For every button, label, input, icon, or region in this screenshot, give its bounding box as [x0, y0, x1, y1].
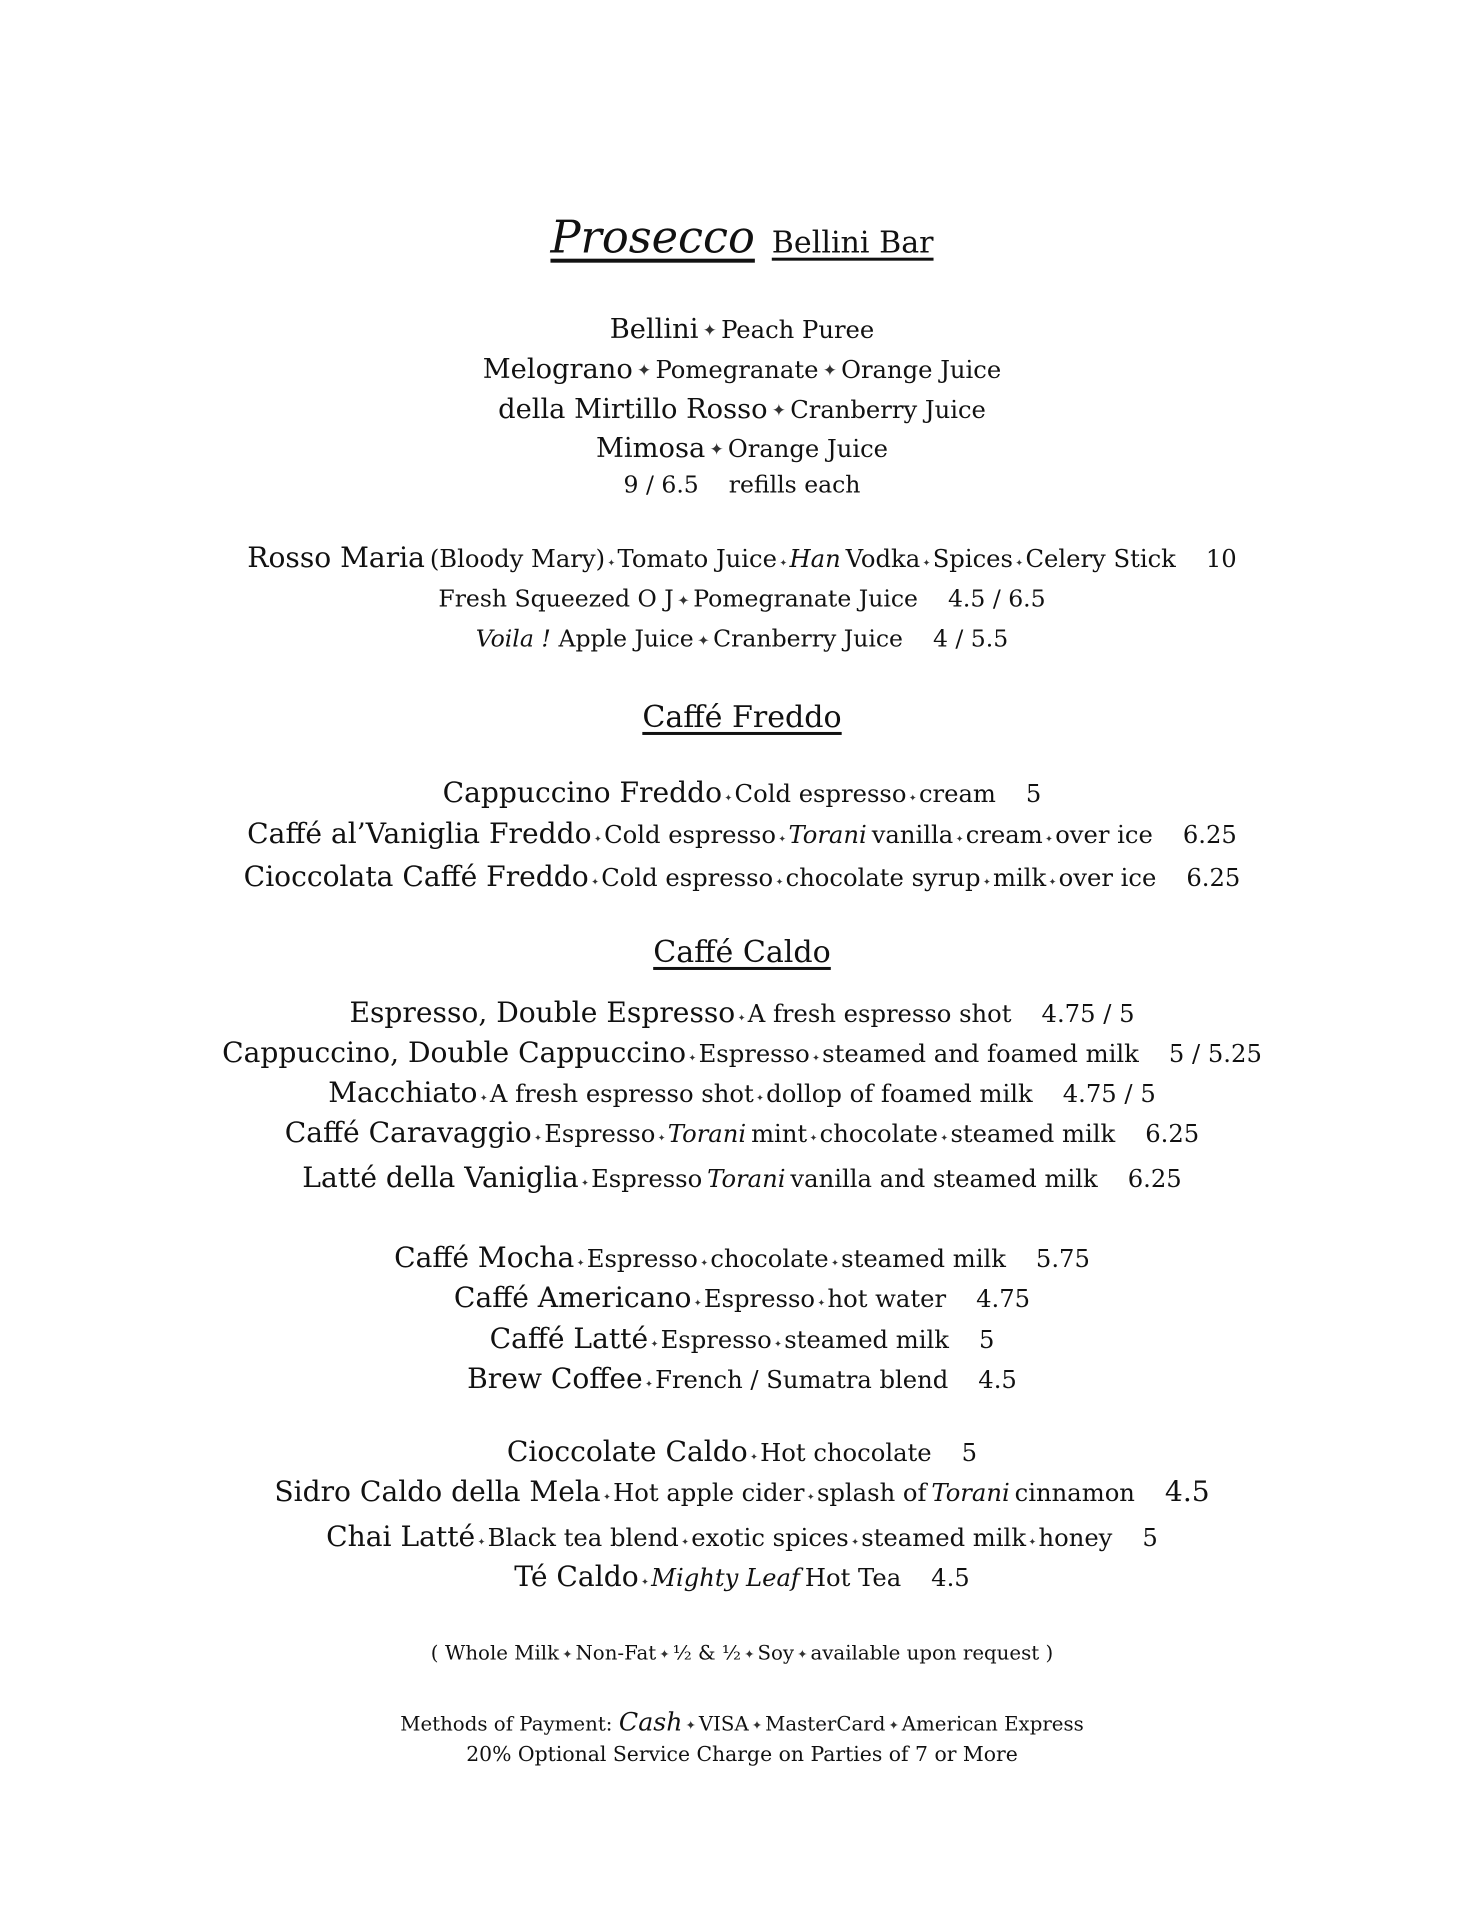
item-name: Sidro Caldo della Mela [274, 1474, 601, 1508]
item-name: Mimosa [595, 432, 706, 464]
item-detail: Hot apple cider [613, 1477, 805, 1507]
milk-option: Soy [757, 1641, 795, 1665]
item-name: Cioccolata Caffé Freddo [243, 859, 589, 893]
separator-icon: ✦ [677, 592, 690, 610]
item-detail: Espresso [544, 1118, 656, 1148]
item-name: Cappuccino Freddo [442, 775, 723, 809]
menu-item-melograno [0, 355, 1484, 383]
header-title: Bellini Bar [771, 225, 934, 261]
header-script-title: Prosecco [550, 211, 755, 264]
item-name: Melograno [482, 353, 633, 385]
brand-torani: Torani [931, 1477, 1010, 1507]
item-detail: Vodka [845, 543, 921, 573]
item-price: 5.75 [1035, 1243, 1090, 1273]
separator-icon: ✦ [681, 1537, 689, 1549]
brand-han: Han [789, 543, 841, 573]
item-detail: cream [918, 778, 996, 808]
item-detail: exotic spices [691, 1522, 849, 1552]
separator-icon: ✦ [774, 1339, 782, 1351]
menu-item-sidro-caldo [0, 1474, 1484, 1508]
separator-icon: ✦ [702, 320, 717, 341]
item-price: 4.5 [1164, 1474, 1210, 1508]
item-detail: over ice [1055, 819, 1153, 849]
separator-icon: ✦ [809, 1133, 818, 1145]
item-name: Caffé al’Vaniglia Freddo [247, 816, 592, 850]
separator-icon: ✦ [779, 558, 788, 570]
separator-icon: ✦ [607, 558, 616, 570]
separator-icon: ✦ [602, 1492, 611, 1504]
item-detail: honey [1038, 1522, 1113, 1552]
price-note: refills each [728, 470, 861, 499]
item-detail: milk [992, 862, 1047, 892]
item-detail: Peach Puree [721, 314, 875, 344]
separator-icon: ✦ [888, 1718, 899, 1733]
bellini-price [0, 470, 1484, 499]
item-detail: Cold espresso [604, 819, 776, 849]
payment-methods [0, 1707, 1484, 1737]
item-detail: Cranberry Juice [713, 624, 903, 653]
item-detail: Cold espresso [734, 778, 907, 808]
note-open: ( [430, 1641, 439, 1665]
note-close: available upon request ) [810, 1641, 1054, 1665]
brand-voila: Voila ! [475, 624, 551, 653]
menu-item-cioccolata-freddo [0, 859, 1484, 893]
item-detail: Hot Tea [804, 1562, 902, 1592]
milk-option: Non-Fat [575, 1641, 657, 1665]
separator-icon: ✦ [1048, 877, 1057, 889]
separator-icon: ✦ [982, 877, 991, 889]
separator-icon: ✦ [922, 558, 931, 570]
separator-icon: ✦ [709, 439, 724, 460]
milk-options-note [0, 1643, 1484, 1664]
menu-item-rosso-maria [0, 540, 1484, 574]
milk-option: ½ & ½ [672, 1641, 742, 1665]
item-name: Latté della Vaniglia [302, 1160, 579, 1194]
item-name: Caffé Mocha [394, 1240, 575, 1274]
item-detail: Cranberry Juice [790, 394, 986, 424]
item-detail: steamed milk [841, 1243, 1006, 1273]
item-detail: Orange Juice [727, 433, 889, 463]
item-price: 6.25 [1182, 819, 1237, 849]
item-detail: Espresso [591, 1163, 703, 1193]
item-detail: steamed milk [861, 1522, 1027, 1552]
item-name: Macchiato [328, 1075, 478, 1109]
payment-cash: Cash [618, 1707, 683, 1737]
item-name: Caffé Caravaggio [284, 1115, 532, 1149]
menu-item-cappuccino-freddo [0, 775, 1484, 809]
item-detail: Apple Juice [558, 624, 694, 653]
item-detail: chocolate [819, 1118, 938, 1148]
menu-item-cappuccino [0, 1035, 1484, 1069]
milk-option: Whole Milk [445, 1641, 560, 1665]
item-name: Cappuccino, Double Cappuccino [222, 1035, 687, 1069]
separator-icon: ✦ [750, 1452, 758, 1464]
item-detail: steamed milk [784, 1324, 949, 1354]
menu-item-americano [0, 1280, 1484, 1314]
item-detail: Pomegranate [655, 354, 819, 384]
item-aside: (Bloody Mary) [429, 543, 606, 573]
item-detail: hot water [827, 1283, 947, 1313]
item-detail: Espresso [586, 1243, 698, 1273]
separator-icon: ✦ [744, 1647, 755, 1662]
item-name: Rosso Maria [247, 540, 425, 574]
separator-icon: ✦ [562, 1647, 573, 1662]
separator-icon: ✦ [657, 1133, 666, 1145]
separator-icon: ✦ [685, 1718, 696, 1733]
separator-icon: ✦ [1045, 834, 1053, 846]
item-detail: chocolate syrup [785, 862, 981, 892]
menu-item-vaniglia-freddo [0, 816, 1484, 850]
separator-icon: ✦ [724, 793, 733, 805]
item-name: Caffé Latté [489, 1321, 649, 1355]
separator-icon: ✦ [700, 1258, 709, 1270]
item-name: Brew Coffee [467, 1361, 643, 1395]
separator-icon: ✦ [812, 1053, 820, 1065]
item-price: 5 [978, 1324, 995, 1354]
item-detail: French / Sumatra blend [655, 1364, 949, 1394]
separator-icon: ✦ [955, 834, 964, 846]
menu-header [0, 211, 1484, 264]
item-price: 4.5 / 6.5 [947, 584, 1046, 613]
separator-icon: ✦ [650, 1339, 659, 1351]
item-detail: A fresh espresso shot [747, 998, 1012, 1028]
separator-icon: ✦ [817, 1298, 826, 1310]
item-price: 5 [1142, 1522, 1158, 1552]
brand-mighty-leaf: Mighty Leaf [651, 1562, 800, 1592]
item-detail: Cold espresso [601, 862, 774, 892]
service-charge-note: 20% Optional Service Charge on Parties of 7 or More [466, 1741, 1018, 1766]
item-detail: Celery Stick [1025, 543, 1176, 573]
brand-torani: Torani [667, 1118, 747, 1148]
menu-item-mimosa [0, 434, 1484, 462]
item-price: 6.25 [1186, 862, 1241, 892]
payment-mastercard: MasterCard [765, 1712, 886, 1736]
payment-visa: VISA [698, 1712, 749, 1736]
payment-amex: American Express [901, 1712, 1084, 1736]
separator-icon: ✦ [1028, 1537, 1037, 1549]
separator-icon: ✦ [737, 1013, 746, 1025]
menu-item-bellini [0, 315, 1484, 343]
menu-item-fresh-oj [0, 584, 1484, 613]
item-price: 4.75 / 5 [1041, 998, 1135, 1028]
separator-icon: ✦ [756, 1093, 764, 1105]
separator-icon: ✦ [822, 360, 837, 381]
menu-item-caravaggio [0, 1115, 1484, 1149]
item-name: Chai Latté [326, 1519, 476, 1553]
item-price: 4.75 / 5 [1062, 1078, 1156, 1108]
item-detail: vanilla and steamed milk [790, 1163, 1098, 1193]
item-price: 4.5 [931, 1562, 970, 1592]
separator-icon: ✦ [477, 1537, 486, 1549]
item-name: Cioccolate Caldo [506, 1434, 748, 1468]
separator-icon: ✦ [591, 877, 599, 889]
item-detail: cinnamon [1014, 1477, 1135, 1507]
menu-item-cioccolate-caldo [0, 1434, 1484, 1468]
separator-icon: ✦ [797, 1647, 808, 1662]
item-detail: chocolate [710, 1243, 829, 1273]
separator-icon: ✦ [580, 1178, 589, 1190]
menu-item-brew-coffee [0, 1361, 1484, 1395]
item-detail: Fresh Squeezed O J [438, 584, 674, 613]
item-price: 4.75 [976, 1283, 1031, 1313]
item-name: Espresso, Double Espresso [349, 995, 736, 1029]
separator-icon: ✦ [771, 400, 786, 421]
item-detail: cream [965, 819, 1043, 849]
item-price: 5 / 5.25 [1168, 1038, 1262, 1068]
item-detail: Black tea blend [487, 1522, 679, 1552]
separator-icon: ✦ [479, 1093, 488, 1105]
item-detail: over ice [1058, 862, 1157, 892]
item-name: Caffé Americano [453, 1280, 692, 1314]
item-detail: vanilla [871, 819, 954, 849]
item-detail: A fresh espresso shot [489, 1078, 754, 1108]
item-detail: Pomegranate Juice [693, 584, 918, 613]
separator-icon: ✦ [640, 1577, 649, 1589]
separator-icon: ✦ [830, 1258, 839, 1270]
separator-icon: ✦ [693, 1298, 702, 1310]
section-heading-caffe-freddo: Caffé Freddo [642, 699, 842, 735]
menu-item-voila [0, 624, 1484, 653]
item-detail: Hot chocolate [760, 1437, 932, 1467]
item-price: 5 [1025, 778, 1042, 808]
section-heading-caffe-caldo: Caffé Caldo [653, 934, 831, 970]
separator-icon: ✦ [644, 1379, 653, 1391]
menu-item-latte-vaniglia [0, 1160, 1484, 1194]
item-detail: Espresso [660, 1324, 772, 1354]
item-name: della Mirtillo Rosso [498, 393, 768, 425]
separator-icon: ✦ [1015, 558, 1024, 570]
item-price: 4.5 [978, 1364, 1017, 1394]
separator-icon: ✦ [576, 1258, 585, 1270]
menu-item-macchiato [0, 1075, 1484, 1109]
item-detail: steamed milk [950, 1118, 1116, 1148]
item-price: 9 / 6.5 [623, 470, 699, 499]
menu-item-espresso [0, 995, 1484, 1029]
item-detail: Espresso [698, 1038, 810, 1068]
separator-icon: ✦ [688, 1053, 697, 1065]
separator-icon: ✦ [659, 1647, 670, 1662]
item-detail: steamed and foamed milk [822, 1038, 1139, 1068]
separator-icon: ✦ [697, 632, 710, 650]
item-detail: Espresso [703, 1283, 815, 1313]
brand-torani: Torani [788, 819, 867, 849]
item-detail: Spices [932, 543, 1013, 573]
separator-icon: ✦ [534, 1133, 542, 1145]
brand-torani: Torani [707, 1163, 786, 1193]
separator-icon: ✦ [908, 793, 917, 805]
separator-icon: ✦ [851, 1537, 859, 1549]
item-name: Té Caldo [514, 1559, 639, 1593]
menu-item-chai-latte [0, 1519, 1484, 1553]
separator-icon: ✦ [806, 1492, 815, 1504]
menu-item-mocha [0, 1240, 1484, 1274]
separator-icon: ✦ [751, 1718, 763, 1733]
item-price: 10 [1205, 543, 1237, 573]
separator-icon: ✦ [637, 360, 652, 381]
item-name: Bellini [609, 313, 699, 345]
menu-item-te-caldo [0, 1559, 1484, 1593]
item-price: 6.25 [1127, 1163, 1182, 1193]
item-price: 6.25 [1145, 1118, 1200, 1148]
payment-label: Methods of Payment: [400, 1712, 613, 1736]
item-detail: splash of [816, 1477, 927, 1507]
item-price: 4 / 5.5 [932, 624, 1009, 653]
item-detail: Tomato Juice [617, 543, 777, 573]
separator-icon: ✦ [778, 834, 787, 846]
item-detail: Orange Juice [841, 354, 1002, 384]
item-detail: mint [751, 1118, 808, 1148]
item-detail: dollop of foamed milk [766, 1078, 1033, 1108]
separator-icon: ✦ [940, 1133, 949, 1145]
separator-icon: ✦ [775, 877, 784, 889]
menu-item-mirtillo-rosso [0, 395, 1484, 423]
menu-item-latte [0, 1321, 1484, 1355]
item-price: 5 [961, 1437, 978, 1467]
separator-icon: ✦ [593, 834, 602, 846]
